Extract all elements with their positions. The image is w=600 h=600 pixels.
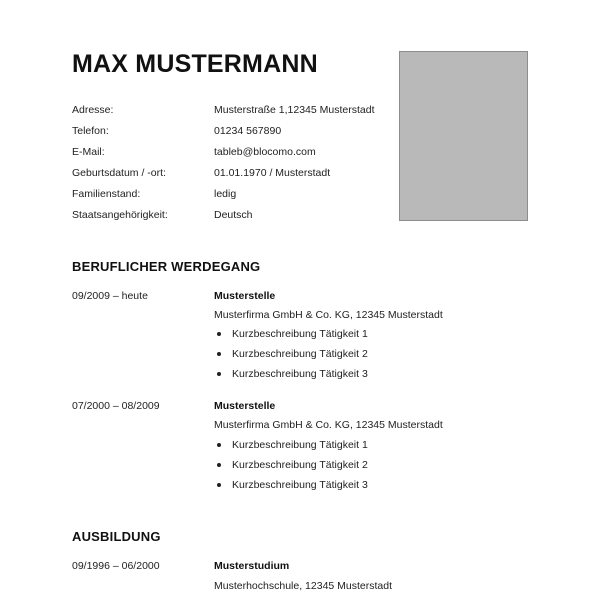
info-row-address (72, 103, 392, 117)
info-value: tableb@blocomo.com (214, 146, 316, 158)
info-value: Musterstraße 1,12345 Musterstadt (214, 104, 375, 116)
entry-role: Musterstudium (214, 560, 290, 572)
bullet-icon (217, 483, 221, 487)
bullet-icon (217, 352, 221, 356)
entry-role: Musterstelle (214, 290, 276, 302)
info-row-nationality (72, 208, 392, 222)
info-row-phone (72, 124, 392, 138)
cv-name: MAX MUSTERMANN (72, 50, 318, 78)
bullet-text: Kurzbeschreibung Tätigkeit 2 (232, 459, 368, 471)
entry-date: 09/1996 – 06/2000 (72, 560, 160, 572)
entry-company: Musterfirma GmbH & Co. KG, 12345 Musterstadt (214, 309, 443, 321)
bullet-text: Kurzbeschreibung Tätigkeit 2 (232, 348, 368, 360)
info-label: Staatsangehörigkeit: (72, 209, 168, 221)
section-title-career: BERUFLICHER WERDEGANG (72, 259, 261, 274)
info-row-birth (72, 166, 392, 180)
info-label: E-Mail: (72, 146, 105, 158)
bullet-icon (217, 372, 221, 376)
info-label: Telefon: (72, 125, 109, 137)
info-label: Adresse: (72, 104, 114, 116)
info-value: ledig (214, 188, 237, 200)
entry-date: 07/2000 – 08/2009 (72, 400, 160, 412)
info-value: 01.01.1970 / Musterstadt (214, 167, 331, 179)
bullet-icon (217, 332, 221, 336)
bullet-text: Kurzbeschreibung Tätigkeit 1 (232, 328, 368, 340)
info-label: Familienstand: (72, 188, 141, 200)
entry-role: Musterstelle (214, 400, 276, 412)
info-value: 01234 567890 (214, 125, 282, 137)
bullet-text: Kurzbeschreibung Tätigkeit 3 (232, 479, 368, 491)
entry-company: Musterfirma GmbH & Co. KG, 12345 Musterstadt (214, 419, 443, 431)
bullet-icon (217, 463, 221, 467)
photo-placeholder (399, 51, 528, 221)
entry-company: Musterhochschule, 12345 Musterstadt (214, 580, 393, 592)
bullet-text: Kurzbeschreibung Tätigkeit 1 (232, 439, 368, 451)
bullet-icon (217, 443, 221, 447)
entry-date: 09/2009 – heute (72, 290, 148, 302)
info-value: Deutsch (214, 209, 253, 221)
info-row-marital-status (72, 187, 392, 201)
info-row-email (72, 145, 392, 159)
info-label: Geburtsdatum / -ort: (72, 167, 166, 179)
bullet-text: Kurzbeschreibung Tätigkeit 3 (232, 368, 368, 380)
section-title-education: AUSBILDUNG (72, 529, 161, 544)
